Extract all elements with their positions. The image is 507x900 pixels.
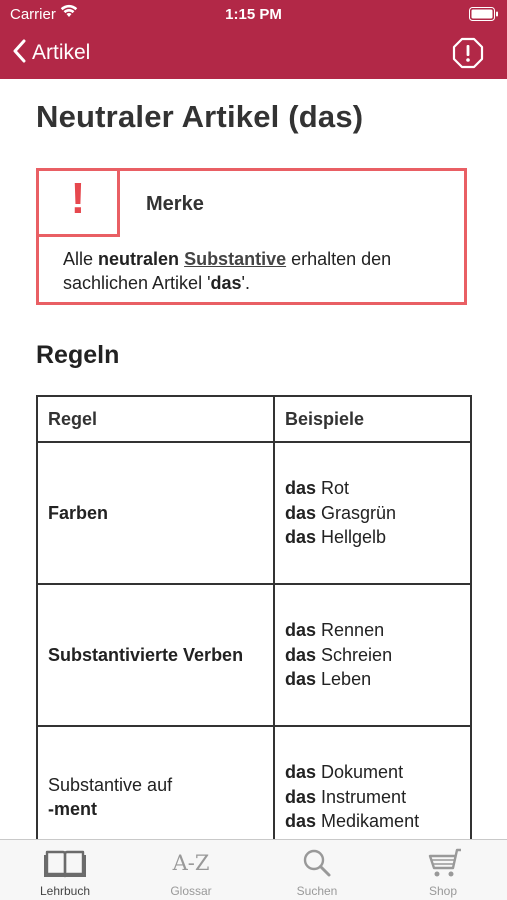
column-header-regel: Regel [37, 396, 274, 442]
article: das [285, 502, 317, 523]
status-bar [0, 0, 507, 28]
article: das [285, 527, 317, 548]
merke-text-bold: das [210, 273, 242, 293]
noun: Hellgelb [316, 527, 387, 548]
navigation-bar [0, 28, 507, 79]
noun: Rot [316, 478, 350, 499]
tab-label: Shop [428, 884, 458, 898]
back-button[interactable] [12, 36, 90, 70]
merke-title: Merke [146, 193, 204, 215]
noun: Schreien [316, 644, 393, 665]
tab-label: Glossar [170, 884, 212, 898]
alert-octagon-icon [452, 37, 484, 69]
rule-text: Substantive auf [48, 774, 173, 795]
az-icon-text: A-Z [172, 851, 210, 875]
merke-text [63, 247, 458, 295]
article: das [285, 811, 317, 832]
tab-suchen[interactable] [254, 840, 380, 900]
chevron-left-icon [12, 39, 26, 68]
column-header-beispiele: Beispiele [274, 396, 471, 442]
search-icon [254, 846, 380, 880]
alert-button[interactable] [452, 37, 484, 69]
noun: Instrument [316, 786, 407, 807]
rule-cell [37, 442, 274, 584]
table-row [37, 442, 471, 584]
examples-cell [274, 442, 471, 584]
noun: Grasgrün [316, 502, 397, 523]
tab-lehrbuch[interactable] [2, 840, 128, 900]
table-row [37, 584, 471, 726]
noun: Dokument [316, 762, 404, 783]
rules-heading: Regeln [36, 341, 120, 369]
merke-text-bold: neutralen [98, 249, 180, 269]
table-row [37, 726, 471, 839]
article: das [285, 644, 317, 665]
merke-text-part: '. [241, 273, 250, 293]
tab-glossar[interactable] [128, 840, 254, 900]
example-line [285, 476, 460, 501]
example-line [285, 501, 460, 526]
examples-cell [274, 584, 471, 726]
tab-shop[interactable] [380, 840, 506, 900]
noun: Rennen [316, 620, 385, 641]
page-title: Neutraler Artikel (das) [36, 99, 364, 134]
article: das [285, 669, 317, 690]
rule-cell [37, 584, 274, 726]
example-line [285, 618, 460, 643]
cart-icon [380, 846, 506, 880]
article: das [285, 786, 317, 807]
example-line [285, 760, 460, 785]
tab-label: Suchen [296, 884, 338, 898]
rules-table [36, 395, 472, 839]
merke-text-part: Alle [63, 249, 99, 269]
noun: Leben [316, 669, 372, 690]
substantive-link[interactable]: Substantive [184, 249, 287, 269]
book-icon [2, 846, 128, 880]
example-line [285, 667, 460, 692]
table-header-row [37, 396, 471, 442]
rule-bold: Substantivierte Verben [48, 644, 244, 665]
examples-cell [274, 726, 471, 839]
article: das [285, 620, 317, 641]
merke-box [36, 168, 467, 305]
merke-text-part: erhalten den sachlichen Artikel ' [63, 249, 392, 293]
clock: 1:15 PM [225, 6, 282, 23]
back-label: Artikel [32, 41, 91, 64]
example-line [285, 809, 460, 834]
carrier-label: Carrier [10, 6, 56, 23]
article: das [285, 762, 317, 783]
example-line [285, 785, 460, 810]
content-area[interactable] [0, 79, 507, 839]
merke-icon-box [39, 171, 120, 237]
exclamation-icon: ! [70, 174, 86, 223]
example-line [285, 643, 460, 668]
rule-cell [37, 726, 274, 839]
example-line [285, 525, 460, 550]
noun: Medikament [316, 811, 420, 832]
article: das [285, 478, 317, 499]
tab-label: Lehrbuch [39, 884, 91, 898]
battery-icon [469, 7, 499, 25]
rule-bold: -ment [48, 799, 97, 819]
rule-bold: Farben [48, 502, 109, 523]
az-icon [128, 846, 254, 880]
app-header [0, 0, 507, 79]
tab-bar [0, 839, 507, 900]
